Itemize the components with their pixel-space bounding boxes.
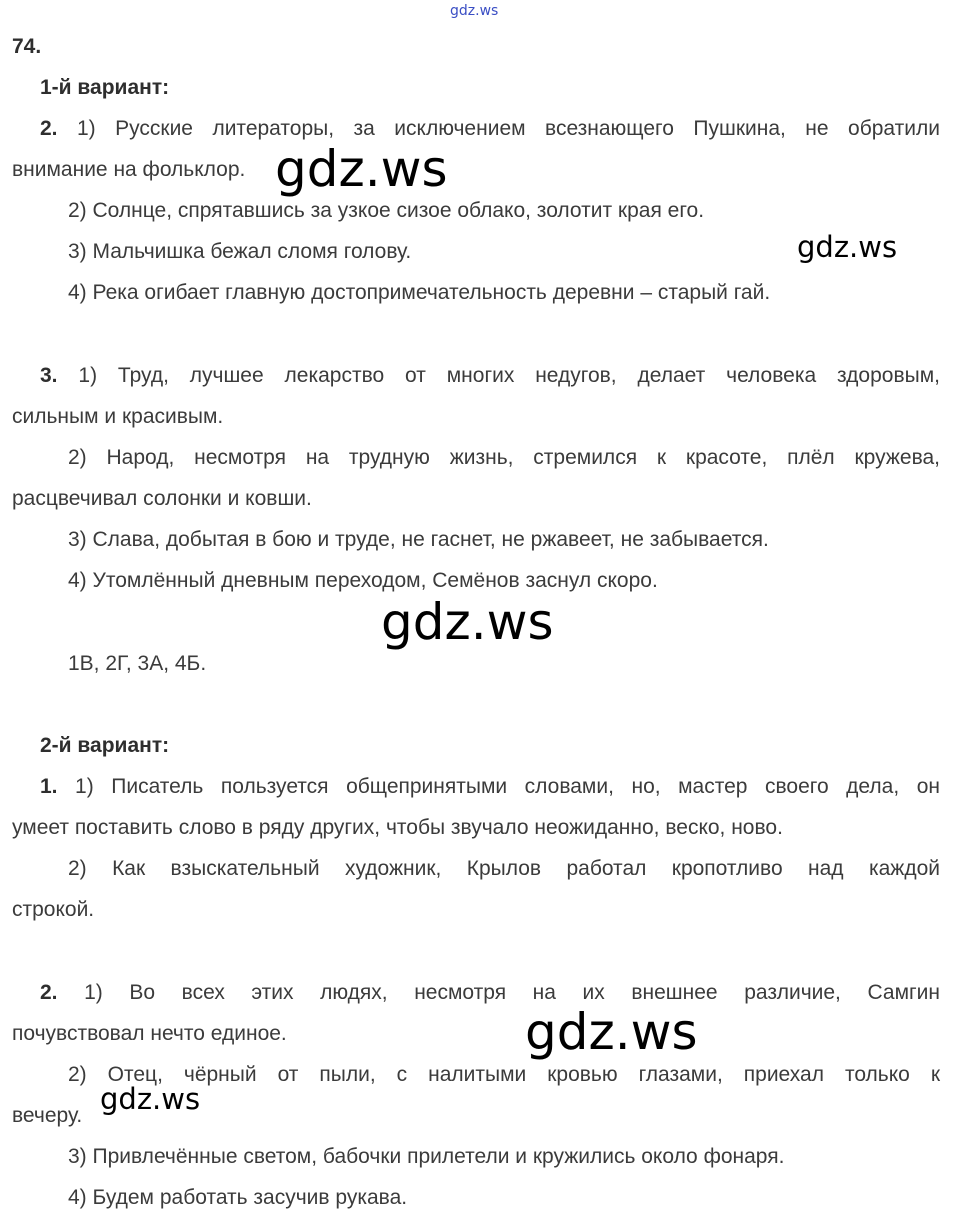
- v1-ex3-sentence1-line1: 3. 1) Труд, лучшее лекарство от многих недугов, делает человека здоровым,: [40, 364, 940, 387]
- v1-ex3-sentence2-line1: 2) Народ, несмотря на трудную жизнь, стремился к красоте, плёл кружева,: [68, 446, 940, 469]
- watermark-3: gdz.ws: [381, 593, 554, 651]
- watermark-top: gdz.ws: [450, 3, 499, 19]
- variant1-title: 1-й вариант:: [40, 76, 170, 99]
- v1-ex3-sentence1-line2: сильным и красивым.: [12, 405, 224, 428]
- v1-ex3-sentence3: 3) Слава, добытая в бою и труде, не гаснет, не ржавеет, не забывается.: [68, 528, 769, 551]
- v1-ex2-sentence2: 2) Солнце, спрятавшись за узкое сизое облако, золотит края его.: [68, 199, 705, 222]
- v1-ex3-number: 3.: [40, 364, 58, 387]
- v1-ex3-sentence4: 4) Утомлённый дневным переходом, Семёнов заснул скоро.: [68, 569, 658, 592]
- v2-ex2-sentence4: 4) Будем работать засучив рукава.: [68, 1186, 408, 1209]
- v1-ex3-sentence2-line2: расцвечивал солонки и ковши.: [12, 487, 312, 510]
- v2-ex1-sentence2-line1: 2) Как взыскательный художник, Крылов работал кропотливо над каждой: [68, 857, 940, 880]
- v1-ex2-sentence3: 3) Мальчишка бежал сломя голову.: [68, 240, 412, 263]
- variant2-title: 2-й вариант:: [40, 734, 170, 757]
- task-number: 74.: [12, 35, 42, 58]
- v2-ex2-number: 2.: [40, 981, 58, 1004]
- v2-ex2-sentence3: 3) Привлечённые светом, бабочки прилетели и кружились около фонаря.: [68, 1145, 785, 1168]
- v2-ex1-number: 1.: [40, 775, 58, 798]
- v2-ex1-sentence2-line2: строкой.: [12, 898, 95, 921]
- watermark-2: gdz.ws: [797, 230, 898, 264]
- v1-ex2-sentence1-line1: 2. 1) Русские литераторы, за исключением всезнающего Пушкина, не обратили: [40, 117, 940, 140]
- v1-ex2-number: 2.: [40, 117, 58, 140]
- v2-ex2-sentence1-line1: 2. 1) Во всех этих людях, несмотря на их внешнее различие, Самгин: [40, 981, 940, 1004]
- v1-ex2-sentence1-line2: внимание на фольклор.: [12, 158, 246, 181]
- v1-ex3-answer: 1В, 2Г, 3А, 4Б.: [68, 652, 207, 675]
- v2-ex2-sentence1-line2: почувствовал нечто единое.: [12, 1022, 287, 1045]
- watermark-1: gdz.ws: [275, 140, 448, 198]
- v2-ex2-sentence2-line2: вечеру.: [12, 1104, 83, 1127]
- watermark-5: gdz.ws: [100, 1082, 201, 1116]
- watermark-4: gdz.ws: [525, 1003, 698, 1061]
- v2-ex1-sentence1-line1: 1. 1) Писатель пользуется общепринятыми словами, но, мастер своего дела, он: [40, 775, 940, 798]
- v2-ex2-sentence2-line1: 2) Отец, чёрный от пыли, с налитыми кровью глазами, приехал только к: [68, 1063, 940, 1086]
- v1-ex2-sentence4: 4) Река огибает главную достопримечательность деревни – старый гай.: [68, 281, 771, 304]
- v2-ex1-sentence1-line2: умеет поставить слово в ряду других, чтобы звучало неожиданно, веско, ново.: [12, 816, 783, 839]
